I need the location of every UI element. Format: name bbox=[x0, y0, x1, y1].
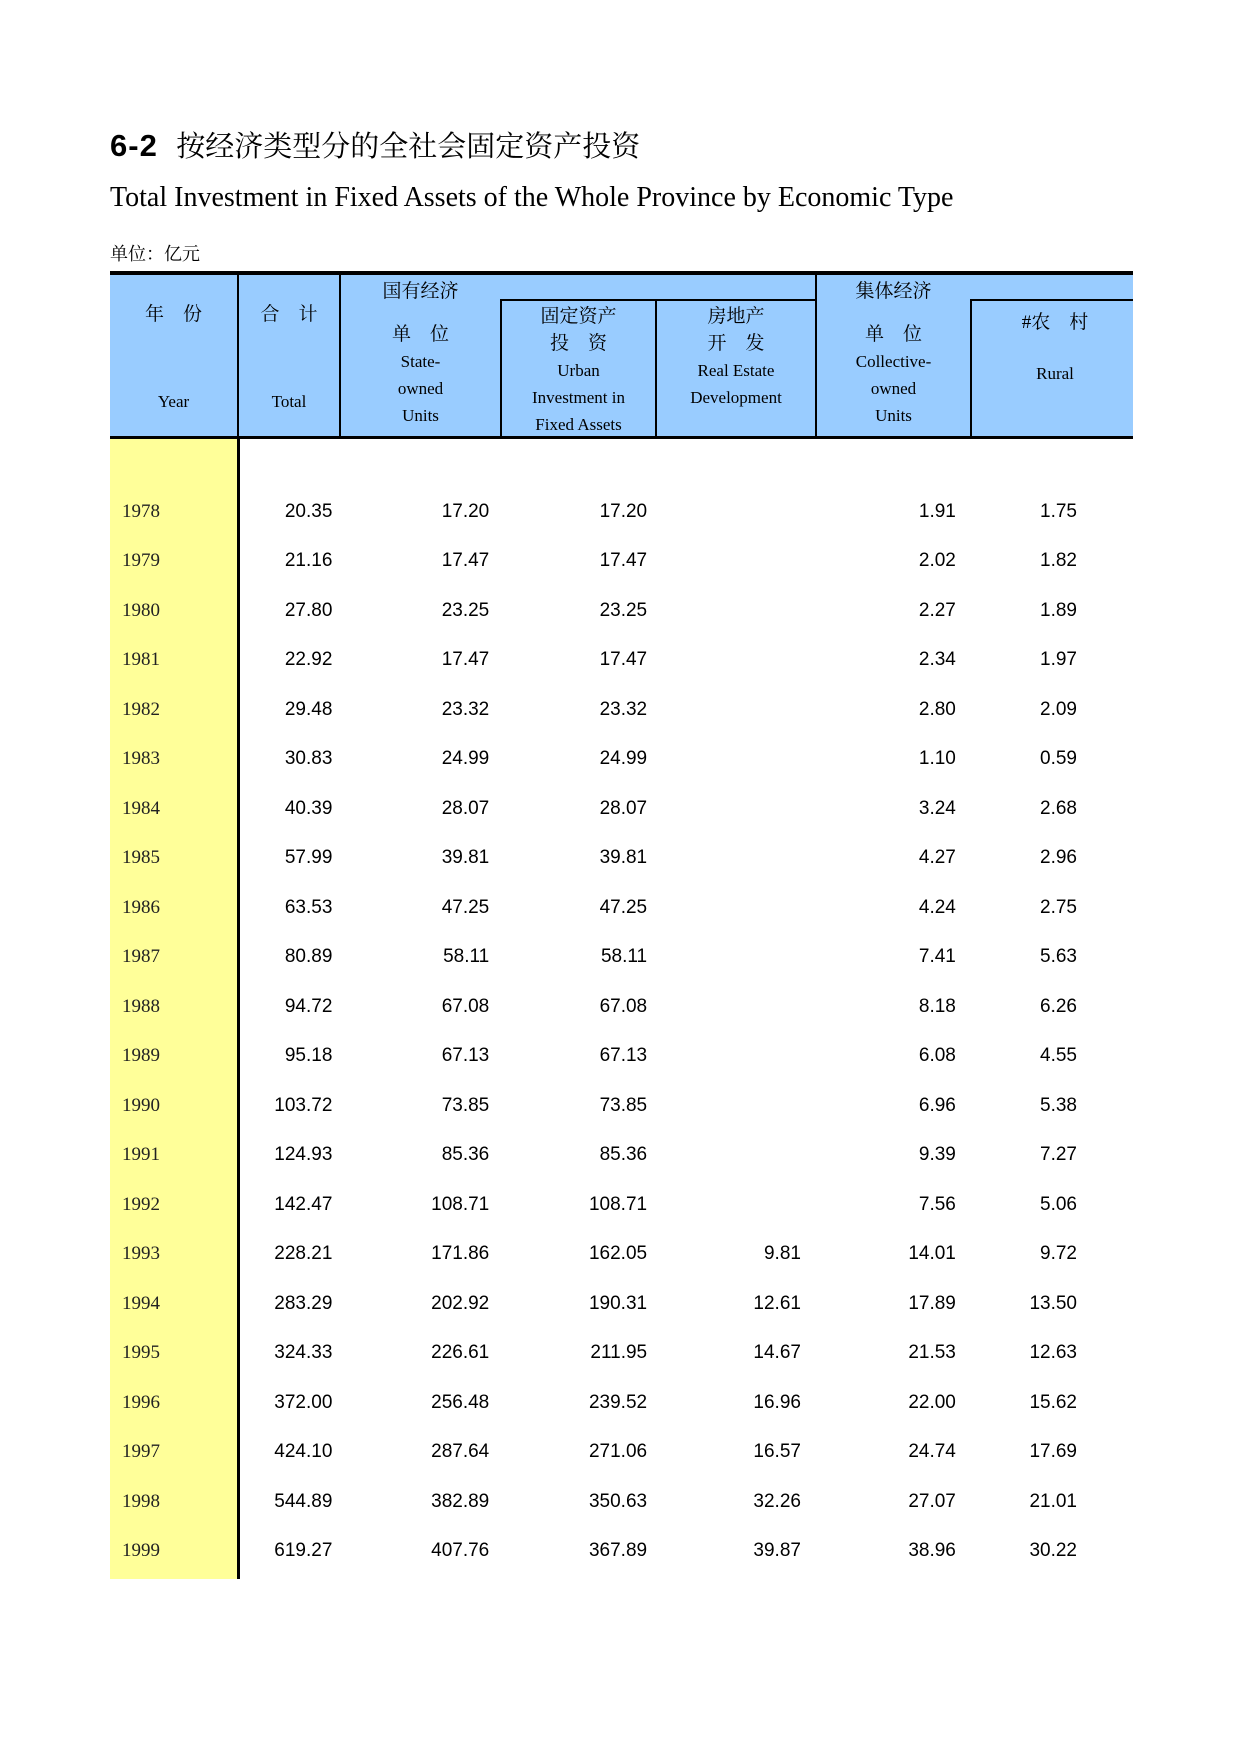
rural-cell: 15.62 bbox=[1029, 1391, 1077, 1413]
table-row bbox=[110, 1329, 1133, 1379]
rural-cell: 1.89 bbox=[1040, 599, 1077, 621]
year-cell: 1989 bbox=[122, 1045, 160, 1067]
table-row bbox=[110, 883, 1133, 933]
total-cell: 142.47 bbox=[274, 1193, 333, 1215]
state-units-cell: 39.81 bbox=[441, 847, 490, 869]
spacer bbox=[110, 439, 1133, 487]
column-header-collective-units-en3: Units bbox=[875, 406, 912, 425]
real-estate-cell: 9.81 bbox=[763, 1243, 801, 1265]
year-cell: 1984 bbox=[122, 797, 160, 819]
table-row bbox=[110, 685, 1133, 735]
real-estate-cell: 39.87 bbox=[753, 1540, 801, 1562]
table-body bbox=[110, 439, 1133, 1579]
state-units-cell: 73.85 bbox=[441, 1094, 490, 1116]
year-cell: 1994 bbox=[122, 1292, 160, 1314]
column-header-state-units-en3: Units bbox=[402, 406, 439, 425]
column-header-urban-zh2: 投 资 bbox=[549, 333, 607, 354]
collective-units-cell: 6.96 bbox=[918, 1094, 956, 1116]
column-header-real-estate-en1: Real Estate bbox=[697, 361, 775, 380]
column-header-state-units-en1: State- bbox=[400, 352, 441, 371]
year-cell: 1996 bbox=[122, 1391, 160, 1413]
urban-investment-cell: 67.13 bbox=[599, 1045, 648, 1067]
real-estate-cell: 32.26 bbox=[753, 1490, 801, 1512]
state-units-cell: 108.71 bbox=[431, 1193, 490, 1215]
year-cell: 1993 bbox=[122, 1243, 160, 1265]
urban-investment-cell: 17.47 bbox=[599, 649, 648, 671]
rural-cell: 12.63 bbox=[1029, 1342, 1077, 1364]
column-header-collective-units-zh: 单 位 bbox=[864, 324, 922, 345]
urban-investment-cell: 17.20 bbox=[599, 500, 648, 522]
column-header-collective-units bbox=[817, 275, 970, 439]
column-header-total-zh: 合 计 bbox=[260, 304, 318, 325]
collective-units-cell: 17.89 bbox=[908, 1292, 956, 1314]
rural-cell: 1.82 bbox=[1040, 550, 1077, 572]
group-header-collective: 集体经济 bbox=[855, 281, 932, 302]
total-cell: 22.92 bbox=[284, 649, 333, 671]
state-units-cell: 17.47 bbox=[441, 649, 490, 671]
year-cell: 1987 bbox=[122, 946, 160, 968]
collective-units-cell: 6.08 bbox=[918, 1045, 956, 1067]
state-units-cell: 171.86 bbox=[431, 1243, 490, 1265]
collective-units-cell: 38.96 bbox=[908, 1540, 956, 1562]
spacer bbox=[972, 336, 1133, 360]
collective-units-cell: 7.56 bbox=[918, 1193, 956, 1215]
column-header-year-en: Year bbox=[157, 392, 190, 411]
urban-investment-cell: 39.81 bbox=[599, 847, 648, 869]
collective-units-cell: 22.00 bbox=[908, 1391, 956, 1413]
urban-investment-cell: 67.08 bbox=[599, 995, 648, 1017]
year-cell: 1978 bbox=[122, 500, 160, 522]
year-cell: 1988 bbox=[122, 995, 160, 1017]
column-header-state-units-zh: 单 位 bbox=[391, 324, 449, 345]
table-row bbox=[110, 487, 1133, 537]
urban-investment-cell: 17.47 bbox=[599, 550, 648, 572]
table-row bbox=[110, 834, 1133, 884]
collective-units-cell: 3.24 bbox=[918, 797, 956, 819]
rural-cell: 5.38 bbox=[1040, 1094, 1077, 1116]
collective-units-cell: 2.34 bbox=[918, 649, 956, 671]
rural-cell: 30.22 bbox=[1029, 1540, 1077, 1562]
urban-investment-cell: 239.52 bbox=[588, 1391, 648, 1413]
total-cell: 124.93 bbox=[274, 1144, 333, 1166]
column-header-total bbox=[239, 275, 339, 439]
total-cell: 372.00 bbox=[274, 1391, 333, 1413]
rural-cell: 5.06 bbox=[1040, 1193, 1077, 1215]
spacer bbox=[110, 328, 237, 388]
urban-investment-cell: 108.71 bbox=[588, 1193, 648, 1215]
rural-cell: 7.27 bbox=[1040, 1144, 1077, 1166]
urban-investment-cell: 271.06 bbox=[588, 1441, 648, 1463]
rural-cell: 2.68 bbox=[1040, 797, 1077, 819]
collective-units-cell: 4.24 bbox=[918, 896, 956, 918]
state-units-cell: 28.07 bbox=[441, 797, 490, 819]
year-cell: 1982 bbox=[122, 698, 160, 720]
real-estate-cell: 16.57 bbox=[753, 1441, 801, 1463]
total-cell: 544.89 bbox=[274, 1490, 333, 1512]
urban-investment-cell: 350.63 bbox=[588, 1490, 648, 1512]
urban-investment-cell: 73.85 bbox=[599, 1094, 648, 1116]
page-title-english: Total Investment in Fixed Assets of the Whole Province by Economic Type bbox=[110, 182, 954, 213]
year-cell: 1983 bbox=[122, 748, 160, 770]
total-cell: 29.48 bbox=[284, 698, 333, 720]
rural-cell: 1.97 bbox=[1040, 649, 1077, 671]
collective-units-cell: 4.27 bbox=[918, 847, 956, 869]
collective-units-cell: 2.27 bbox=[918, 599, 956, 621]
rural-cell: 17.69 bbox=[1029, 1441, 1077, 1463]
state-units-cell: 85.36 bbox=[441, 1144, 490, 1166]
year-cell: 1998 bbox=[122, 1490, 160, 1512]
year-cell: 1986 bbox=[122, 896, 160, 918]
state-units-cell: 407.76 bbox=[431, 1540, 490, 1562]
column-header-total-en: Total bbox=[271, 392, 307, 411]
total-cell: 57.99 bbox=[284, 847, 333, 869]
rural-cell: 0.59 bbox=[1040, 748, 1077, 770]
state-units-cell: 226.61 bbox=[431, 1342, 490, 1364]
collective-units-cell: 1.91 bbox=[918, 500, 956, 522]
urban-investment-cell: 190.31 bbox=[588, 1292, 648, 1314]
rural-cell: 2.09 bbox=[1040, 698, 1077, 720]
total-cell: 20.35 bbox=[284, 500, 333, 522]
column-header-real-estate bbox=[657, 299, 815, 439]
column-header-year-zh: 年 份 bbox=[144, 304, 202, 325]
state-units-cell: 23.32 bbox=[441, 698, 490, 720]
investment-table bbox=[110, 271, 1133, 1579]
rural-cell: 4.55 bbox=[1040, 1045, 1077, 1067]
table-row bbox=[110, 636, 1133, 686]
total-cell: 27.80 bbox=[284, 599, 333, 621]
total-cell: 94.72 bbox=[284, 995, 333, 1017]
column-header-collective-units-en2: owned bbox=[870, 379, 917, 398]
state-units-cell: 58.11 bbox=[443, 946, 490, 968]
table-row bbox=[110, 1428, 1133, 1478]
year-cell: 1991 bbox=[122, 1144, 160, 1166]
rural-cell: 9.72 bbox=[1040, 1243, 1077, 1265]
state-units-cell: 67.13 bbox=[441, 1045, 490, 1067]
urban-investment-cell: 47.25 bbox=[599, 896, 648, 918]
table-row bbox=[110, 1279, 1133, 1329]
table-row bbox=[110, 1131, 1133, 1181]
total-cell: 619.27 bbox=[274, 1540, 333, 1562]
state-units-cell: 382.89 bbox=[431, 1490, 490, 1512]
collective-units-cell: 1.10 bbox=[918, 748, 956, 770]
group-header-state-owned: 国有经济 bbox=[382, 281, 459, 302]
total-cell: 103.72 bbox=[274, 1094, 333, 1116]
real-estate-cell: 14.67 bbox=[753, 1342, 801, 1364]
total-cell: 63.53 bbox=[284, 896, 333, 918]
column-header-state-units bbox=[341, 275, 500, 439]
total-cell: 40.39 bbox=[284, 797, 333, 819]
state-units-cell: 23.25 bbox=[441, 599, 490, 621]
total-cell: 283.29 bbox=[274, 1292, 333, 1314]
rural-cell: 21.01 bbox=[1029, 1490, 1077, 1512]
collective-units-cell: 2.80 bbox=[918, 698, 956, 720]
table-row bbox=[110, 1180, 1133, 1230]
state-units-cell: 17.20 bbox=[441, 500, 490, 522]
column-header-real-estate-zh1: 房地产 bbox=[707, 306, 765, 327]
state-units-cell: 202.92 bbox=[431, 1292, 490, 1314]
collective-units-cell: 14.01 bbox=[908, 1243, 956, 1265]
table-row bbox=[110, 1527, 1133, 1577]
unit-note: 单位：亿元 bbox=[110, 244, 200, 264]
table-number: 6-2 bbox=[110, 128, 158, 163]
total-cell: 95.18 bbox=[284, 1045, 333, 1067]
spacer bbox=[239, 328, 339, 388]
column-header-urban-zh1: 固定资产 bbox=[540, 306, 617, 327]
state-units-cell: 256.48 bbox=[431, 1391, 490, 1413]
urban-investment-cell: 23.25 bbox=[599, 599, 648, 621]
real-estate-cell: 12.61 bbox=[753, 1292, 801, 1314]
urban-investment-cell: 24.99 bbox=[599, 748, 648, 770]
column-header-urban-en3: Fixed Assets bbox=[535, 415, 622, 434]
year-cell: 1981 bbox=[122, 649, 160, 671]
collective-units-cell: 9.39 bbox=[918, 1144, 956, 1166]
collective-units-cell: 7.41 bbox=[918, 946, 956, 968]
rural-cell: 1.75 bbox=[1040, 500, 1077, 522]
collective-units-cell: 21.53 bbox=[908, 1342, 956, 1364]
column-header-urban-en1: Urban bbox=[557, 361, 600, 380]
column-header-rural bbox=[972, 299, 1133, 439]
table-row bbox=[110, 982, 1133, 1032]
table-row bbox=[110, 735, 1133, 785]
state-units-cell: 17.47 bbox=[441, 550, 490, 572]
table-row bbox=[110, 1081, 1133, 1131]
collective-units-cell: 8.18 bbox=[918, 995, 956, 1017]
total-cell: 30.83 bbox=[284, 748, 333, 770]
column-header-real-estate-zh2: 开 发 bbox=[707, 333, 765, 354]
total-cell: 228.21 bbox=[274, 1243, 333, 1265]
year-cell: 1985 bbox=[122, 847, 160, 869]
state-units-cell: 24.99 bbox=[441, 748, 490, 770]
year-cell: 1997 bbox=[122, 1441, 160, 1463]
year-cell: 1979 bbox=[122, 550, 160, 572]
collective-units-cell: 24.74 bbox=[908, 1441, 956, 1463]
urban-investment-cell: 162.05 bbox=[588, 1243, 648, 1265]
table-row bbox=[110, 1378, 1133, 1428]
urban-investment-cell: 28.07 bbox=[599, 797, 648, 819]
column-header-state-units-en2: owned bbox=[397, 379, 444, 398]
column-header-urban-en2: Investment in bbox=[531, 388, 625, 407]
page-title bbox=[110, 124, 640, 165]
table-row bbox=[110, 1032, 1133, 1082]
table-row bbox=[110, 1230, 1133, 1280]
rural-cell: 2.75 bbox=[1040, 896, 1077, 918]
rural-cell: 5.63 bbox=[1040, 946, 1077, 968]
table-row bbox=[110, 784, 1133, 834]
total-cell: 21.16 bbox=[284, 550, 333, 572]
real-estate-cell: 16.96 bbox=[753, 1391, 801, 1413]
table-row bbox=[110, 537, 1133, 587]
urban-investment-cell: 85.36 bbox=[599, 1144, 648, 1166]
year-cell: 1992 bbox=[122, 1193, 160, 1215]
table-row bbox=[110, 933, 1133, 983]
collective-units-cell: 2.02 bbox=[918, 550, 956, 572]
table-header bbox=[110, 275, 1133, 439]
state-units-cell: 67.08 bbox=[441, 995, 490, 1017]
state-units-cell: 287.64 bbox=[431, 1441, 490, 1463]
column-header-rural-en: Rural bbox=[1036, 364, 1074, 383]
column-header-real-estate-en2: Development bbox=[690, 388, 782, 407]
year-cell: 1995 bbox=[122, 1342, 160, 1364]
column-header-collective-units-en1: Collective- bbox=[855, 352, 932, 371]
total-cell: 80.89 bbox=[284, 946, 333, 968]
total-cell: 324.33 bbox=[274, 1342, 333, 1364]
state-units-cell: 47.25 bbox=[441, 896, 490, 918]
year-cell: 1980 bbox=[122, 599, 160, 621]
total-cell: 424.10 bbox=[274, 1441, 333, 1463]
year-cell: 1999 bbox=[122, 1540, 160, 1562]
page-title-chinese: 按经济类型分的全社会固定资产投资 bbox=[176, 131, 641, 163]
rural-cell: 2.96 bbox=[1040, 847, 1077, 869]
column-header-year bbox=[110, 275, 237, 439]
table-body-rows bbox=[110, 487, 1133, 1576]
table-row bbox=[110, 586, 1133, 636]
urban-investment-cell: 211.95 bbox=[590, 1342, 648, 1364]
rural-cell: 13.50 bbox=[1029, 1292, 1077, 1314]
column-header-urban-investment bbox=[502, 299, 655, 439]
urban-investment-cell: 367.89 bbox=[588, 1540, 648, 1562]
urban-investment-cell: 58.11 bbox=[600, 946, 648, 968]
column-header-rural-zh: #农 村 bbox=[1021, 312, 1089, 333]
rural-cell: 6.26 bbox=[1040, 995, 1077, 1017]
year-cell: 1990 bbox=[122, 1094, 160, 1116]
urban-investment-cell: 23.32 bbox=[599, 698, 648, 720]
table-row bbox=[110, 1477, 1133, 1527]
collective-units-cell: 27.07 bbox=[908, 1490, 956, 1512]
